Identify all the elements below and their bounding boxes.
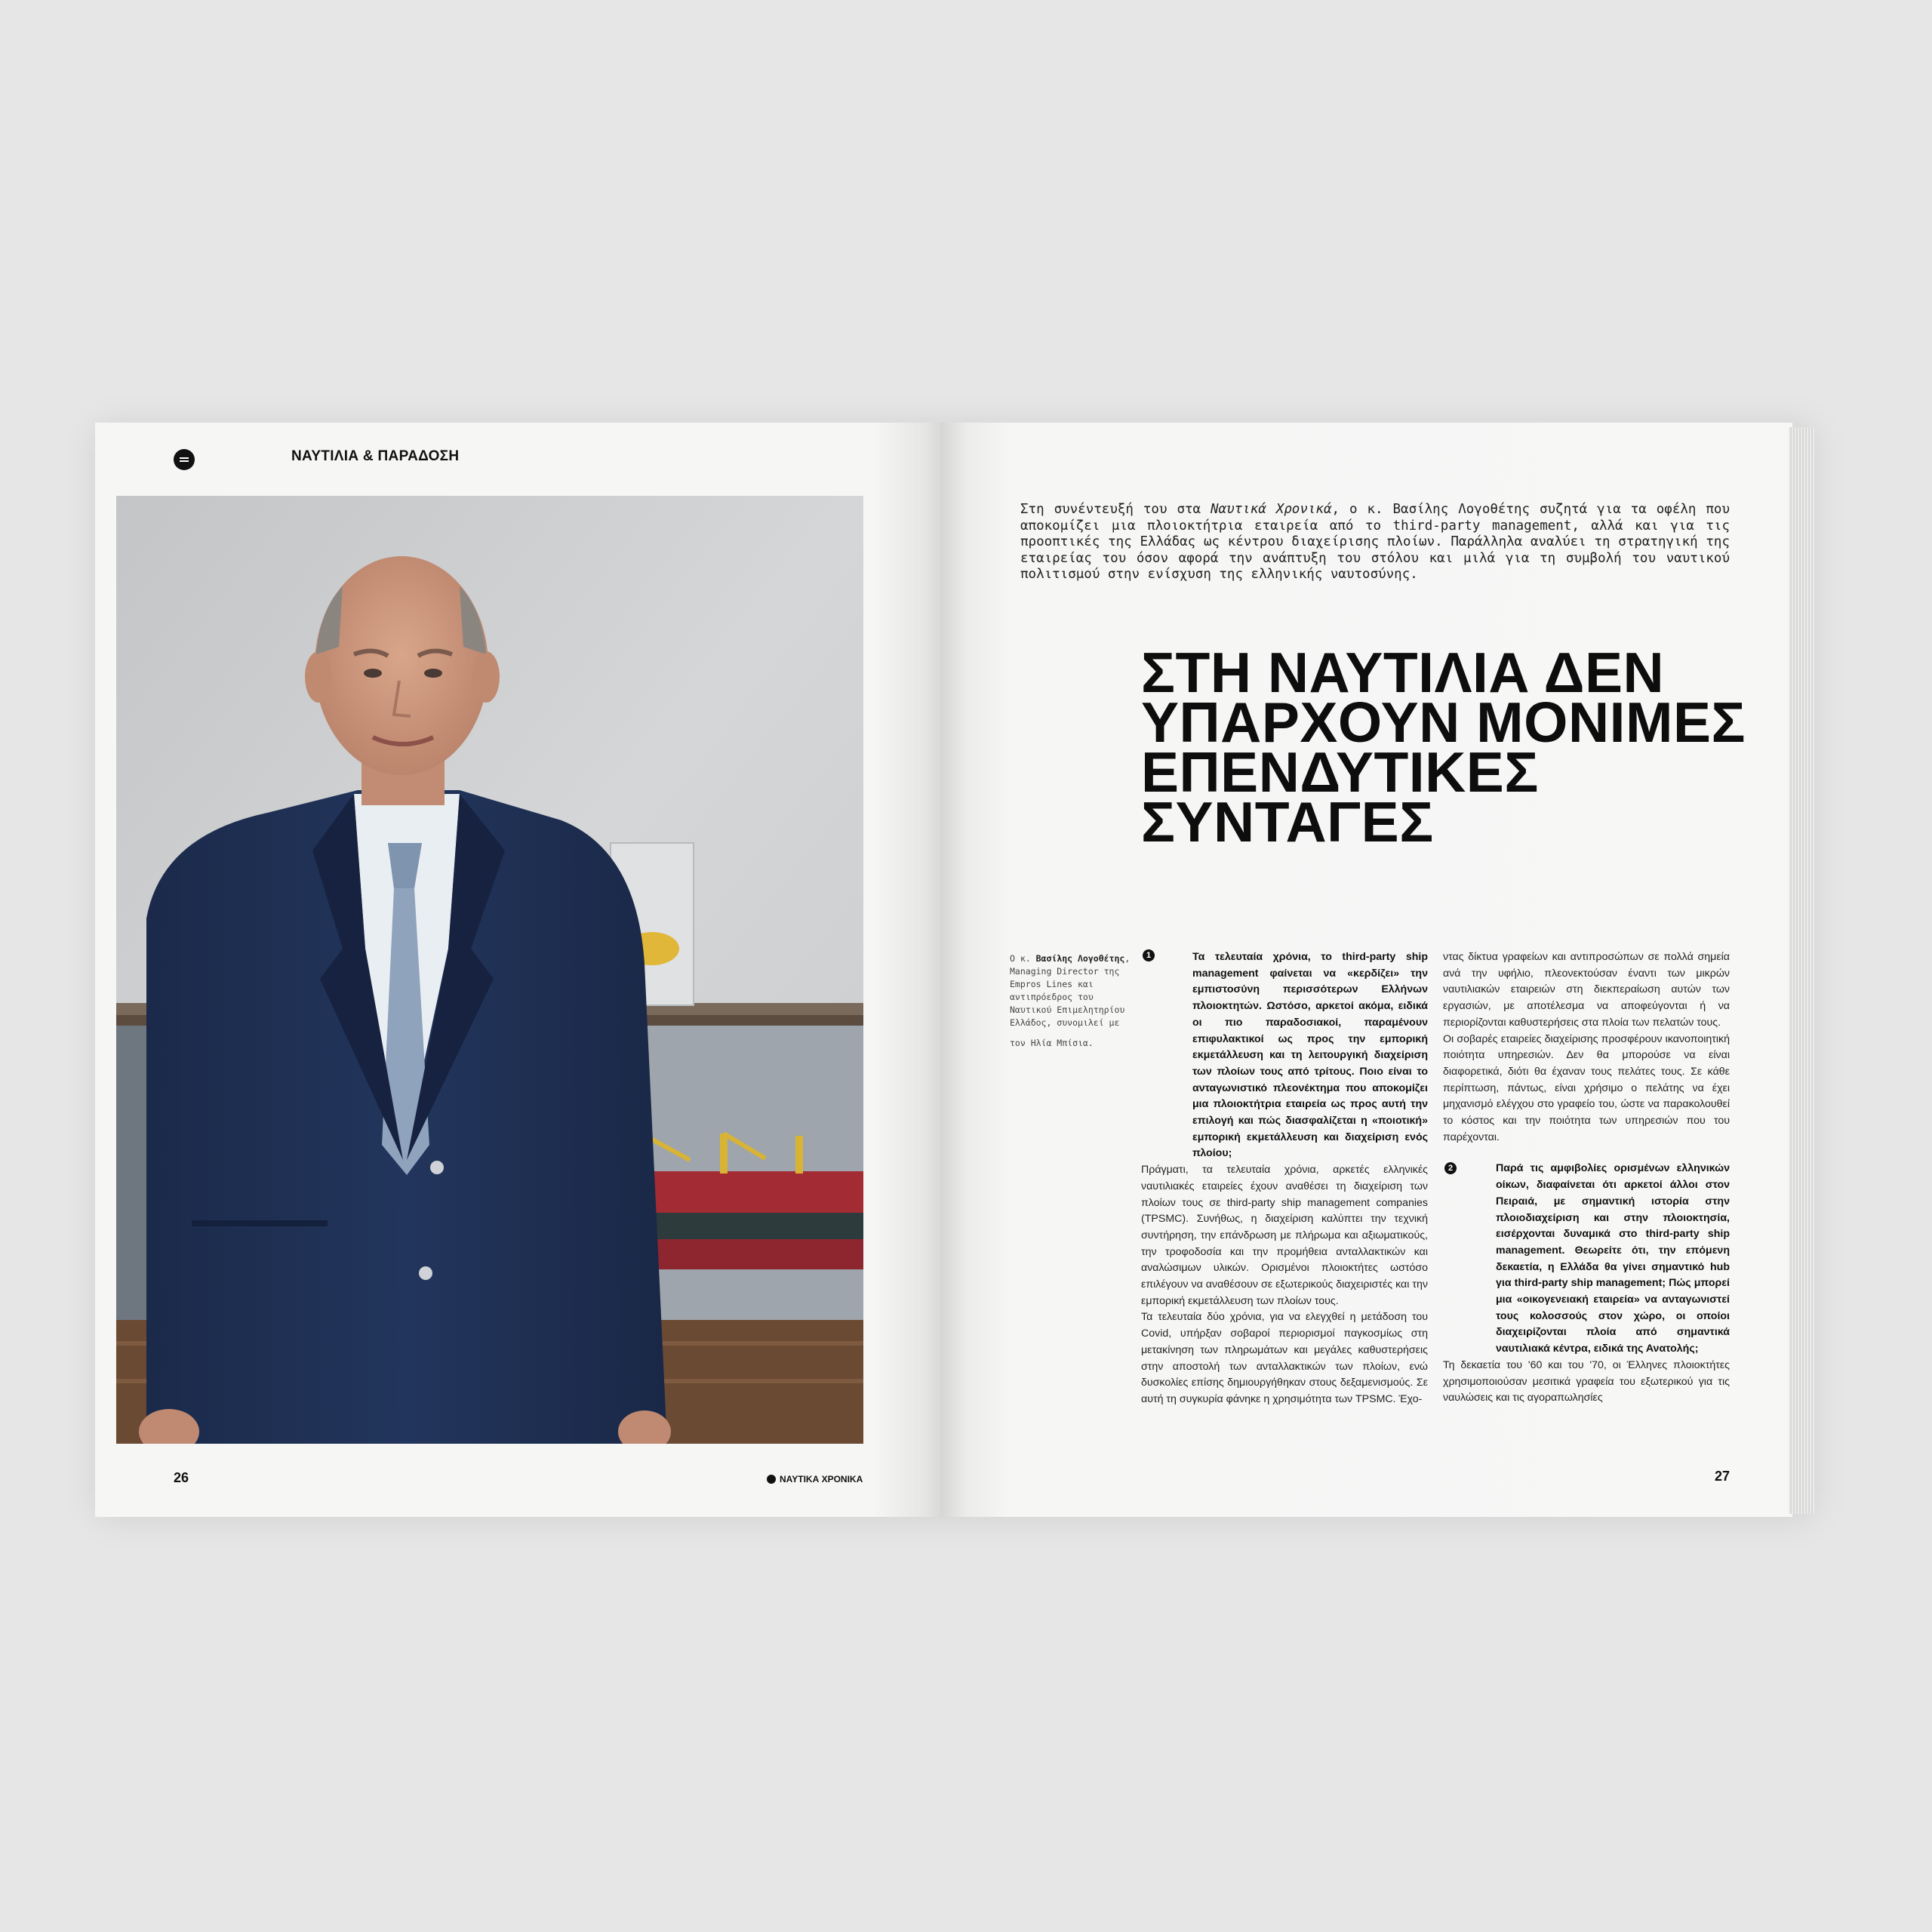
page-number-left: 26: [174, 1470, 189, 1485]
portrait-photo: [116, 496, 863, 1444]
headline-line-3: ΕΠΕΝΔΥΤΙΚΕΣ: [1141, 740, 1539, 804]
answer-1-paragraph-1: Πράγματι, τα τελευταία χρόνια, αρκετές ελληνικές ναυτιλιακές εταιρείες έχουν αναθέσει τη διαχείριση των πλοίων τους σε third-party ship management companies (TPSMC). Συνήθως, η διαχείριση καλύπτει την τεχνική συντήρηση, την επάνδρωση με πλήρωμα και αξιωματικούς, την τροφοδοσία και την προμήθεια ανταλλακτικών και αναλώσιμων υλικών. Ορισμένοι πλοιοκτήτες ωστόσο επιλέγουν να αναθέσουν σε εξωτερικούς διαχειριστές και την εμπορική εκμετάλλευση των πλοίων τους.: [1141, 1164, 1428, 1307]
answer-1-paragraph-3: ντας δίκτυα γραφείων και αντιπροσώπων σε πολλά σημεία ανά την υφήλιο, πλεονεκτούσαν έναντι των μικρών ναυτιλιακών εταιρειών στη διεκπεραίωση αυτών των εργασιών, με αποτέλεσμα να αποφεύγονται ή να περιορίζονται καθυστερήσεις στα πλοία των πελατών τους.: [1443, 951, 1730, 1029]
caption-rest: , Managing Director της Empros Lines και αντιπρόεδρος του Ναυτικού Επιμελητηρίου Ελλάδος, συνομιλεί με: [1010, 953, 1131, 1028]
answer-1-paragraph-2: Τα τελευταία δύο χρόνια, για να ελεγχθεί η μετάδοση του Covid, υπήρξαν σοβαροί περιορισμοί παγκοσμίως στη μετακίνηση των πληρωμάτων και μεγάλες καθυστερήσεις στην αποστολή των ανταλλακτικών των πλοίων, ενώ δυσκολίες επίσης δημιουργήθηκαν στους δεξαμενισμούς. Σε αυτή τη συγκυρία φάνηκε η χρησιμότητα των TPSMC. Έχο-: [1141, 1311, 1428, 1405]
intro-text-a: Στη συνέντευξή του στα: [1020, 502, 1211, 517]
headline-line-1: ΣΤΗ ΝΑΥΤΙΛΙΑ ΔΕΝ: [1141, 641, 1665, 704]
brand-logo-icon: [767, 1475, 776, 1484]
page-edges: [1789, 427, 1814, 1514]
answer-2-paragraph-1: Τη δεκαετία του '60 και του '70, οι Έλληνες πλοιοκτήτες χρησιμοποιούσαν μεσιτικά γραφεία του εξωτερικού για τις ναυλώσεις και τις αγοραπωλησίες: [1443, 1358, 1730, 1404]
section-title: ΝΑΥΤΙΛΙΑ & ΠΑΡΑΔΟΣΗ: [291, 448, 460, 464]
magazine-logo-icon: [174, 449, 195, 470]
footer-brand: [767, 1474, 863, 1484]
footer-brand-label: ΝΑΥΤΙΚΑ ΧΡΟΝΙΚΑ: [780, 1474, 863, 1484]
caption-name: Βασίλης Λογοθέτης: [1035, 953, 1125, 964]
column-2: [1443, 949, 1730, 1407]
question-2: Παρά τις αμφιβολίες ορισμένων ελληνικών οίκων, διαφαίνεται ότι αρκετοί άλλοι στον Πειραιά, με σημαντική ιστορία στην πλοιοδιαχείριση και στην πλοιοκτησία, εισέρχονται δυναμικά στο third-party ship management. Θεωρείτε ότι, την επόμενη δεκαετία, η Ελλάδα θα γίνει σημαντικό hub για third-party ship management; Πώς μπορεί μια «οικογενειακή εταιρεία» να ανταγωνιστεί τους κολοσσούς στον χώρο, οι οποίοι διαχειρίζονται πλοία από σημαντικά ναυτιλιακά κέντρα, ειδικά της Ανατολής;: [1496, 1162, 1730, 1355]
caption-credit: τον Ηλία Μπίσια.: [1010, 1038, 1094, 1048]
photo-caption: [1010, 952, 1131, 1050]
intro-paragraph: [1020, 502, 1730, 583]
headline-line-4: ΣΥΝΤΑΓΕΣ: [1141, 790, 1434, 854]
intro-text-c: , ο κ. Βασίλης Λογοθέτης συζητά για τα οφέλη που αποκομίζει μια πλοιοκτήτρια εταιρεία από το third-party management, αλλά και για τις προοπτικές της Ελλάδας ως κέντρου διαχείρισης πλοίων. Παράλληλα αναλύει τη στρατηγική της εταιρείας του όσον αφορά την ανάπτυξη του στόλου και μιλά για τη συμβολή του ναυτικού πολιτισμού στην ενίσχυση της ελληνικής ναυτοσύνης.: [1020, 502, 1730, 582]
column-1: [1141, 949, 1428, 1408]
caption-prefix: Ο κ.: [1010, 953, 1036, 964]
answer-1-paragraph-4: Οι σοβαρές εταιρείες διαχείρισης προσφέρουν ικανοποιητική ποιότητα υπηρεσιών. Δεν θα μπορούσε να είναι διαφορετικά, διότι θα έχαναν τους πελάτες τους. Σε κάθε περίπτωση, πάντως, είναι χρήσιμο ο πελάτης να έχει μηχανισμό ελέγχου στο γραφείο του, ώστε να παρακολουθεί το κόστος και την ποιότητα των υπηρεσιών που του παρέχονται.: [1443, 1032, 1730, 1143]
page-number-right: 27: [1715, 1469, 1730, 1484]
headline-line-2: ΥΠΑΡΧΟΥΝ ΜΟΝΙΜΕΣ: [1141, 691, 1746, 754]
question-1-badge: 1: [1143, 949, 1155, 961]
question-2-badge: 2: [1444, 1162, 1457, 1174]
intro-publication-name: Ναυτικά Χρονικά: [1211, 502, 1332, 517]
question-1: Τα τελευταία χρόνια, το third-party ship management φαίνεται να «κερδίζει» την εμπιστοσύνη περισσότερων Ελλήνων πλοιοκτητών. Ωστόσο, αρκετοί ακόμα, ειδικά οι πιο παραδοσιακοί, παραμένουν επιφυλακτικοί ως προς την εμπορική εκμετάλλευση και τη λειτουργική διαχείριση των πλοίων τους από τρίτους. Ποιο είναι το ανταγωνιστικό πλεονέκτημα που αποκομίζει μια πλοιοκτήτρια εταιρεία ως προς αυτή την επιλογή και πώς διασφαλίζεται η «ποιοτική» εμπορική εκμετάλλευση και διαχείριση ενός πλοίου;: [1192, 951, 1428, 1160]
headline: [1141, 641, 1767, 854]
